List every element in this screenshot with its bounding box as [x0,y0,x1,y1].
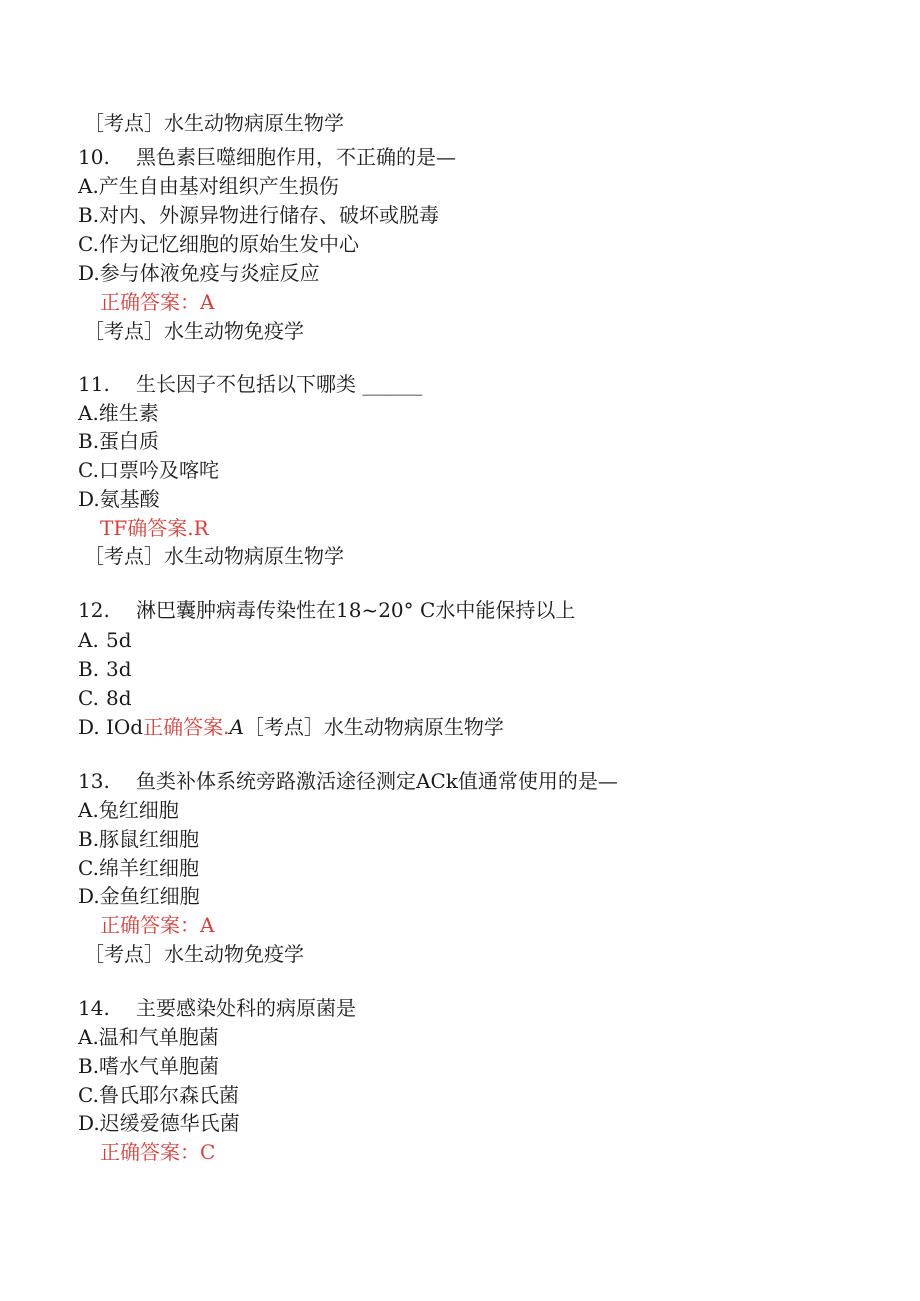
question-text: 鱼类补体系统旁路激活途径测定ACk值通常使用的是— [136,769,618,793]
answer-letter: A [229,715,244,739]
topic-label: ［考点］水生动物病原生物学 [84,111,344,135]
option-d: D.金鱼红细胞 [78,884,200,908]
option-c [78,685,132,711]
option-a: A.产生自由基对组织产生损伤 [78,174,339,198]
option-value: 8d [106,686,132,710]
question-10 [78,144,456,170]
option-c: C.绵羊红细胞 [78,856,199,880]
topic-label: ［考点］水生动物病原生物学 [243,715,504,739]
option-a [78,627,132,653]
correct-answer: 正确答案：C [100,1140,216,1164]
option-c: C.口票吟及喀咤 [78,458,219,482]
question-text: 主要感染处科的病原菌是 [136,996,356,1020]
option-letter: A. [78,628,99,652]
option-c: C.作为记忆细胞的原始生发中心 [78,232,359,256]
question-number: 12. [78,598,110,622]
option-value: IOd [106,715,144,739]
question-number: 13. [78,769,110,793]
option-b: B.嗜水气单胞菌 [78,1054,220,1078]
correct-answer: TF确答案.R [100,516,209,540]
question-number: 14. [78,996,110,1020]
option-b: B.蛋白质 [78,429,160,453]
option-d: D.氨基酸 [78,487,160,511]
option-letter: C. [78,686,99,710]
option-c: C.鲁氏耶尔森氏菌 [78,1083,239,1107]
question-13 [78,768,618,794]
option-a: A.维生素 [78,401,159,425]
option-value: 3d [106,657,132,681]
option-d: D.参与体液免疫与炎症反应 [78,261,320,285]
question-12 [78,597,575,623]
correct-answer: 正确答案：A [100,290,215,314]
option-letter: B. [78,657,100,681]
topic-label: ［考点］水生动物免疫学 [84,319,304,343]
option-d-with-answer [78,714,504,740]
question-text: 生长因子不包括以下哪类 ______ [136,372,423,396]
correct-answer: 正确答案：A [100,913,215,937]
question-number: 11. [78,372,110,396]
question-14 [78,995,356,1021]
option-value: 5d [106,628,132,652]
topic-label: ［考点］水生动物病原生物学 [84,544,344,568]
option-letter: D. [78,715,100,739]
option-b [78,656,132,682]
option-b: B.豚鼠红细胞 [78,827,200,851]
question-text: 淋巴囊肿病毒传染性在18~20° C水中能保持以上 [136,598,576,622]
option-d: D.迟缓爱德华氏菌 [78,1111,240,1135]
option-b: B.对内、外源异物进行储存、破坏或脱毒 [78,203,440,227]
topic-label: ［考点］水生动物免疫学 [84,942,304,966]
question-11 [78,371,422,397]
option-a: A.兔红细胞 [78,798,179,822]
question-text: 黑色素巨噬细胞作用，不正确的是— [136,145,456,169]
question-number: 10. [78,145,110,169]
correct-answer: 正确答案. [143,715,230,739]
option-a: A.温和气单胞菌 [78,1025,219,1049]
